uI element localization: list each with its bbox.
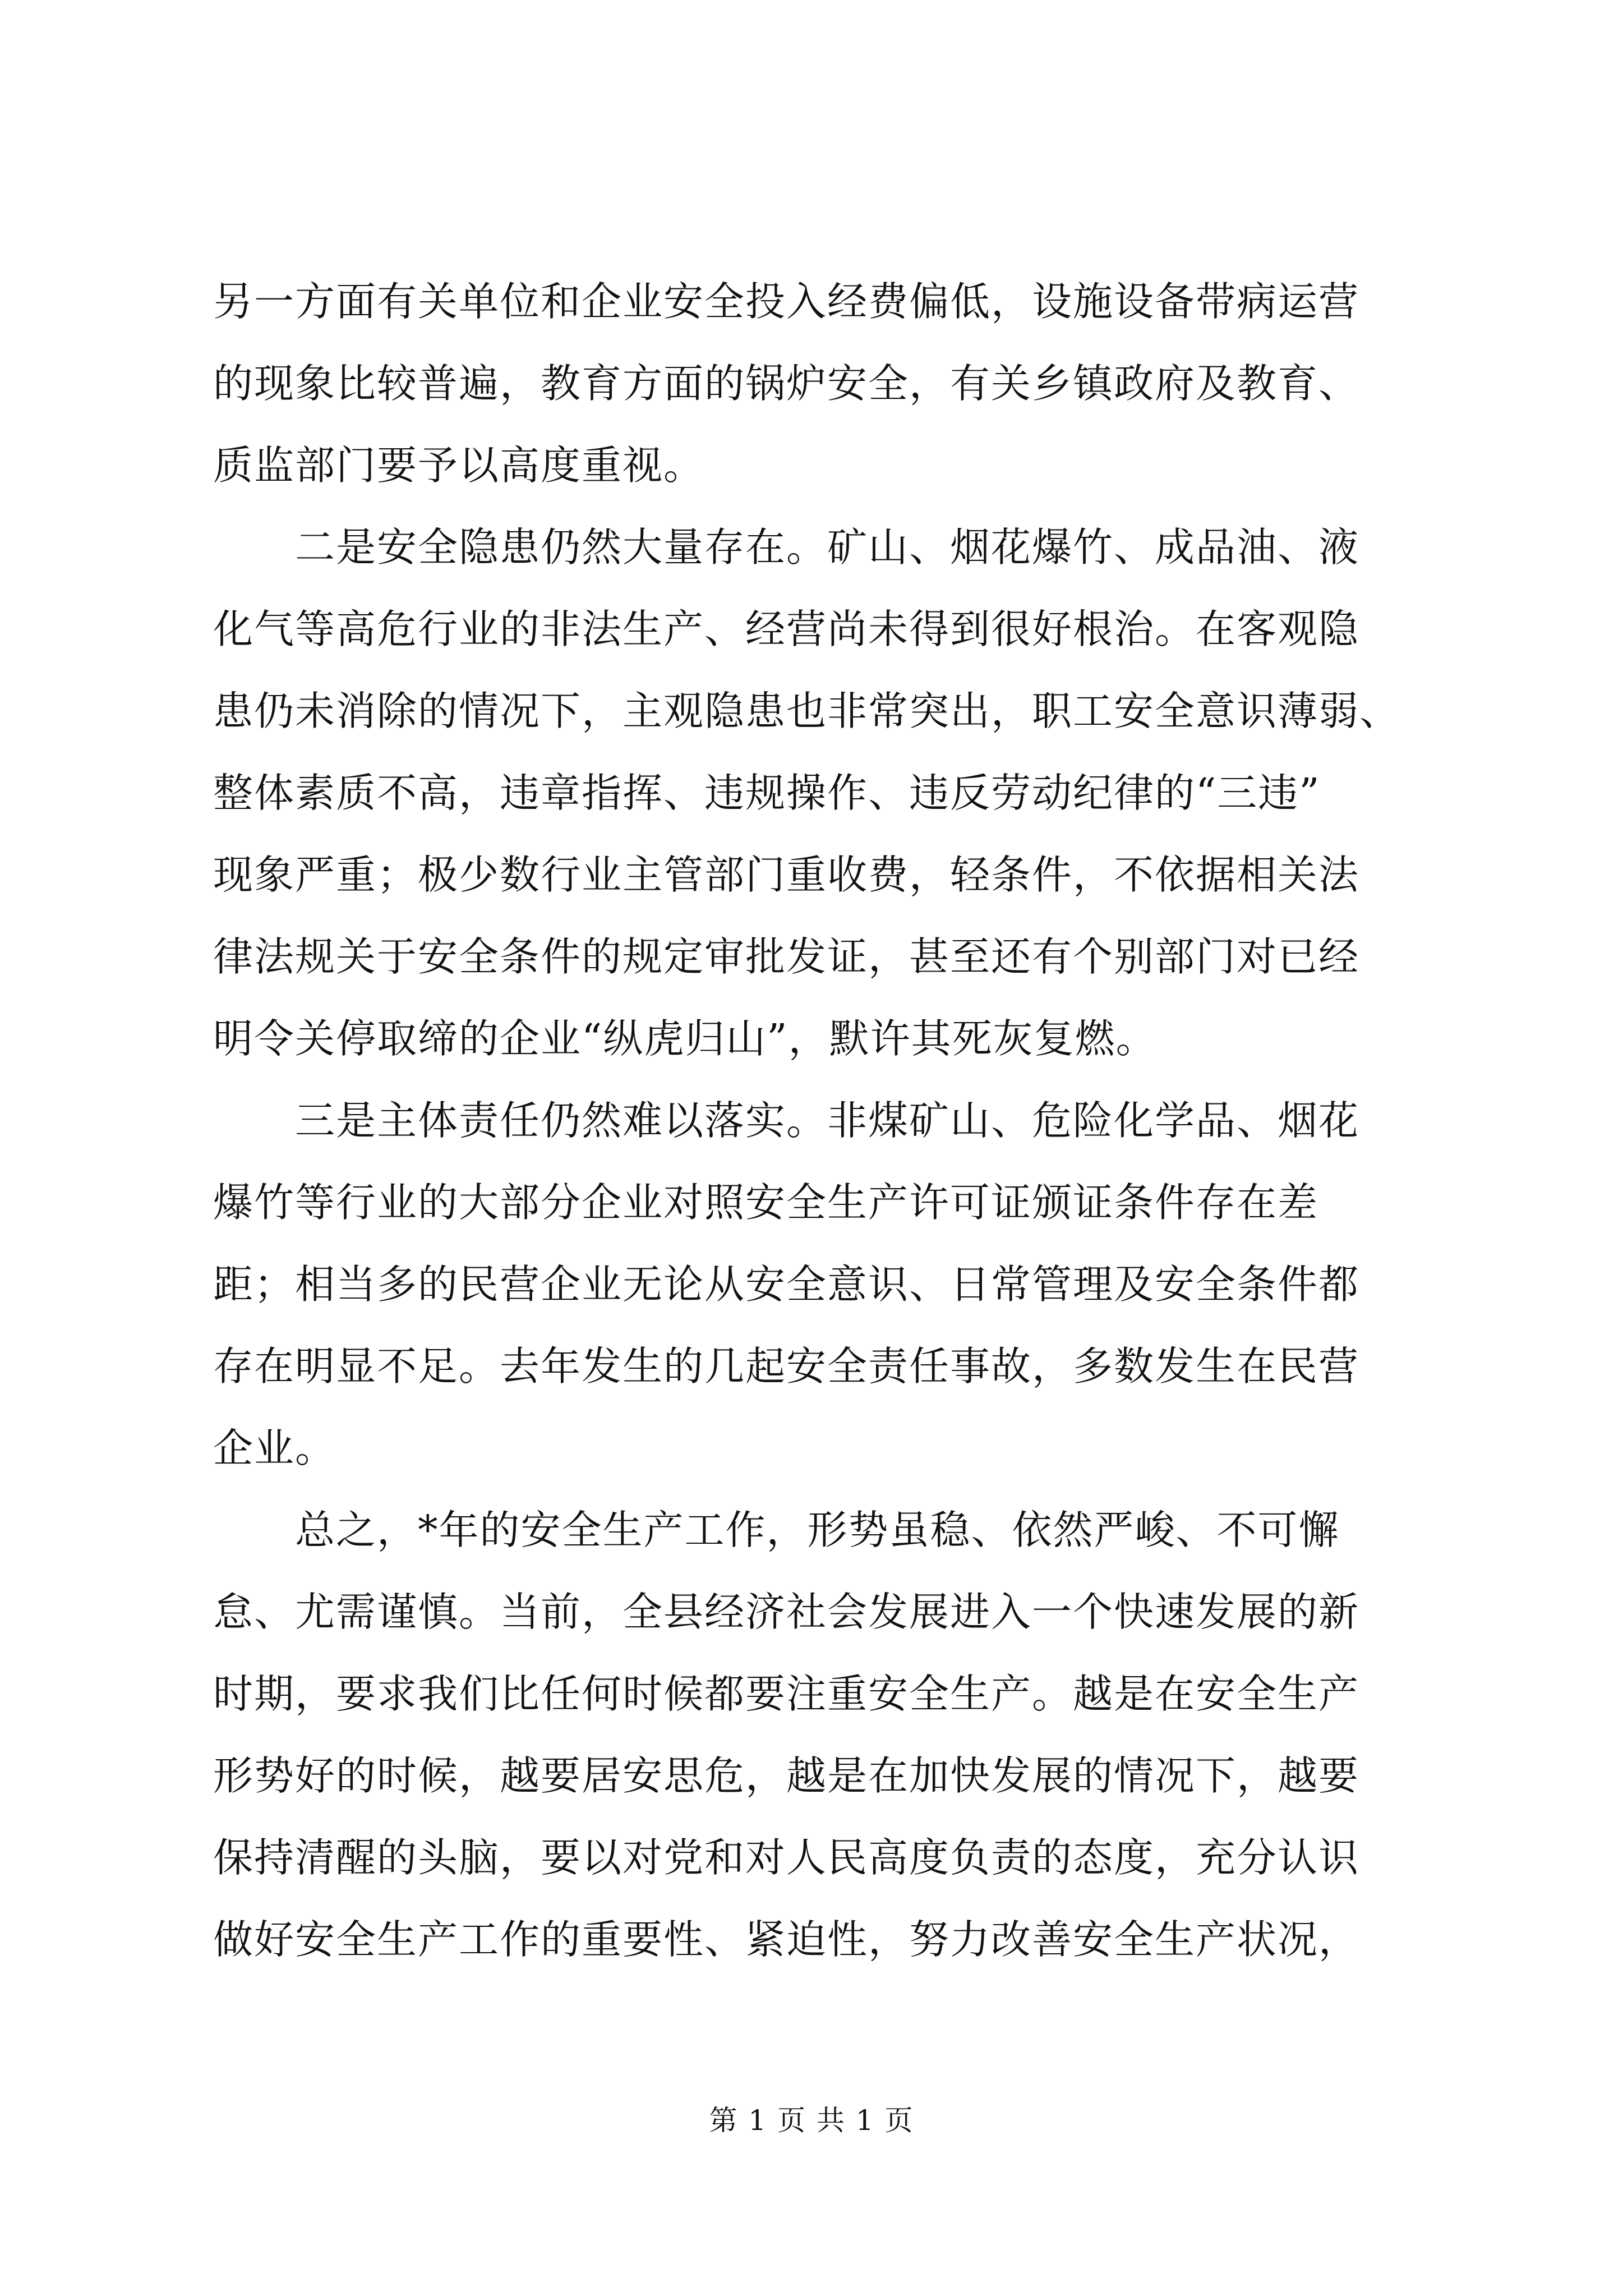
text-line: 律法规关于安全条件的规定审批发证，甚至还有个别部门对已经 [213, 933, 1360, 980]
text-line: 化气等高危行业的非法生产、经营尚未得到很好根治。在客观隐 [213, 606, 1360, 652]
document-body [213, 261, 1413, 1981]
text-line: 现象严重；极少数行业主管部门重收费，轻条件，不依据相关法 [213, 852, 1360, 898]
text-line: 总之，*年的安全生产工作，形势虽稳、依然严峻、不可懈 [213, 1507, 1340, 1553]
text-line: 做好安全生产工作的重要性、紧迫性，努力改善安全生产状况， [213, 1916, 1360, 1963]
text-line: 整体素质不高，违章指挥、违规操作、违反劳动纪律的“三违” [213, 770, 1321, 816]
text-line: 爆竹等行业的大部分企业对照安全生产许可证颁证条件存在差 [213, 1179, 1319, 1226]
page-footer: 第 1 页 共 1 页 [709, 2104, 914, 2137]
text-line: 二是安全隐患仍然大量存在。矿山、烟花爆竹、成品油、液 [213, 524, 1360, 570]
text-line: 的现象比较普遍，教育方面的锅炉安全，有关乡镇政府及教育、 [213, 360, 1360, 407]
text-line: 距；相当多的民营企业无论从安全意识、日常管理及安全条件都 [213, 1261, 1360, 1308]
text-line: 质监部门要予以高度重视。 [213, 442, 705, 489]
text-line: 怠、尤需谨慎。当前，全县经济社会发展进入一个快速发展的新 [213, 1589, 1360, 1635]
text-line: 患仍未消除的情况下，主观隐患也非常突出，职工安全意识薄弱、 [213, 688, 1401, 734]
text-line: 存在明显不足。去年发生的几起安全责任事故，多数发生在民营 [213, 1343, 1360, 1389]
text-line: 时期，要求我们比任何时候都要注重安全生产。越是在安全生产 [213, 1671, 1360, 1717]
text-line: 另一方面有关单位和企业安全投入经费偏低，设施设备带病运营 [213, 278, 1360, 325]
text-line: 保持清醒的头脑，要以对党和对人民高度负责的态度，充分认识 [213, 1834, 1360, 1881]
text-line: 三是主体责任仍然难以落实。非煤矿山、危险化学品、烟花 [213, 1097, 1360, 1144]
text-line: 企业。 [213, 1425, 336, 1471]
text-line: 形势好的时候，越要居安思危，越是在加快发展的情况下，越要 [213, 1752, 1360, 1799]
text-line: 明令关停取缔的企业“纵虎归山”，默许其死灰复燃。 [213, 1015, 1157, 1062]
